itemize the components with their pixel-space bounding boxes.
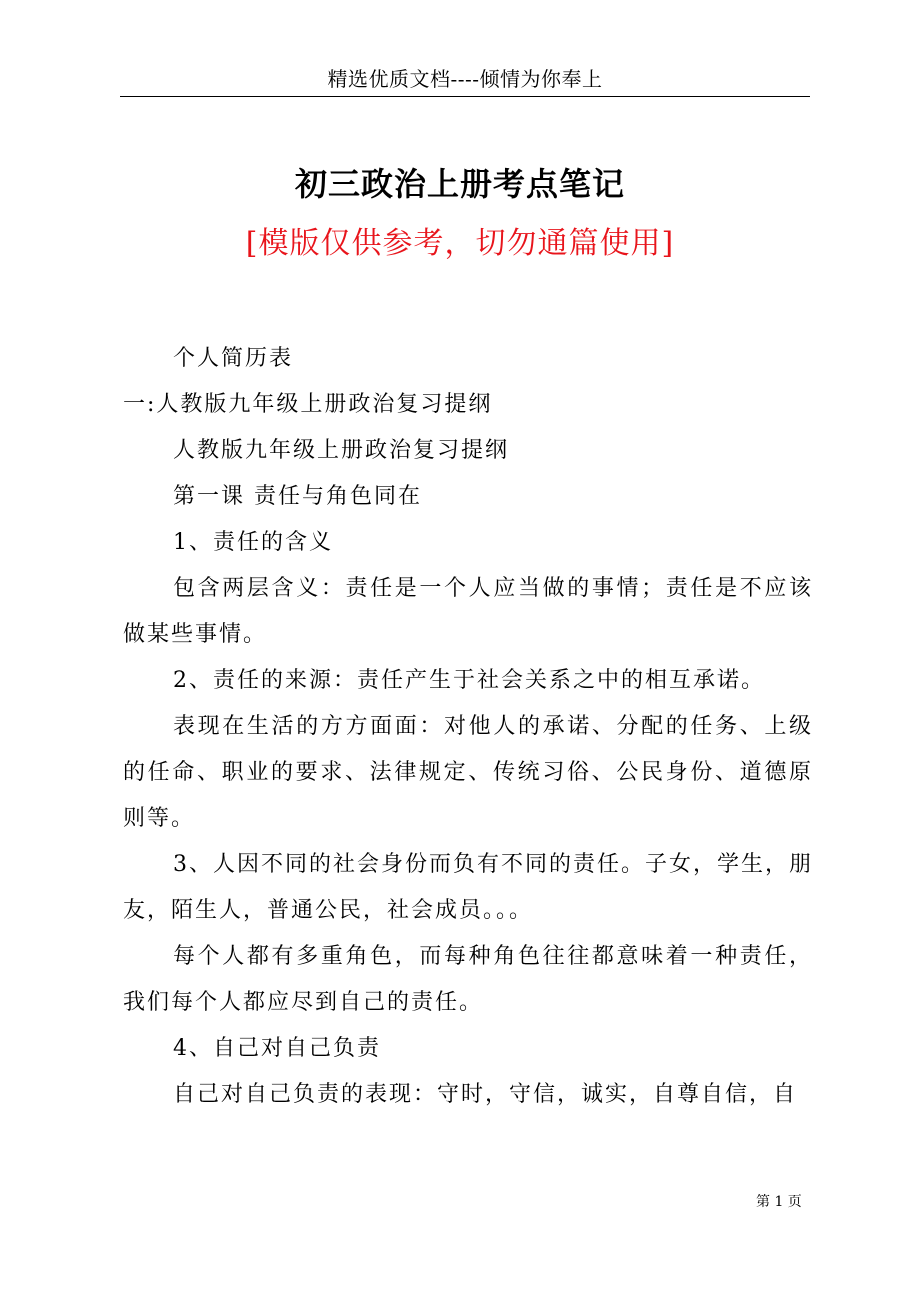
document-body xyxy=(123,336,813,1118)
paragraph-item-1: 1、责任的含义 xyxy=(173,530,333,555)
paragraph-item-2: 2、责任的来源：责任产生于社会关系之中的相互承诺。 xyxy=(173,668,765,693)
paragraph-manifestation: 表现在生活的方方面面：对他人的承诺、分配的任务、上级的任命、职业的要求、法律规定、传统习俗、公民身份、道德原则等。 xyxy=(123,714,813,831)
page-number: 第 1 页 xyxy=(756,1194,802,1210)
document-subtitle: [模版仅供参考，切勿通篇使用] xyxy=(245,226,675,261)
document-title: 初三政治上册考点笔记 xyxy=(294,165,625,203)
page-header: 精选优质文档----倾情为你奉上 xyxy=(120,62,810,97)
paragraph-item-4: 4、自己对自己负责 xyxy=(173,1036,381,1061)
paragraph-meaning: 包含两层含义：责任是一个人应当做的事情；责任是不应该做某些事情。 xyxy=(123,576,813,647)
paragraph-resume-table: 个人简历表 xyxy=(173,346,294,371)
paragraph-outline-title: 人教版九年级上册政治复习提纲 xyxy=(173,438,510,463)
paragraph-section-heading: 一:人教版九年级上册政治复习提纲 xyxy=(123,392,493,417)
paragraph-item-3: 3、人因不同的社会身份而负有不同的责任。子女，学生，朋友，陌生人，普通公民，社会成员。。。 xyxy=(123,852,813,923)
paragraph-lesson-one: 第一课 责任与角色同在 xyxy=(173,484,422,509)
paragraph-roles: 每个人都有多重角色，而每种角色往往都意味着一种责任，我们每个人都应尽到自己的责任。 xyxy=(123,944,813,1015)
paragraph-self-responsibility: 自己对自己负责的表现：守时，守信，诚实，自尊自信，自 xyxy=(173,1082,798,1107)
